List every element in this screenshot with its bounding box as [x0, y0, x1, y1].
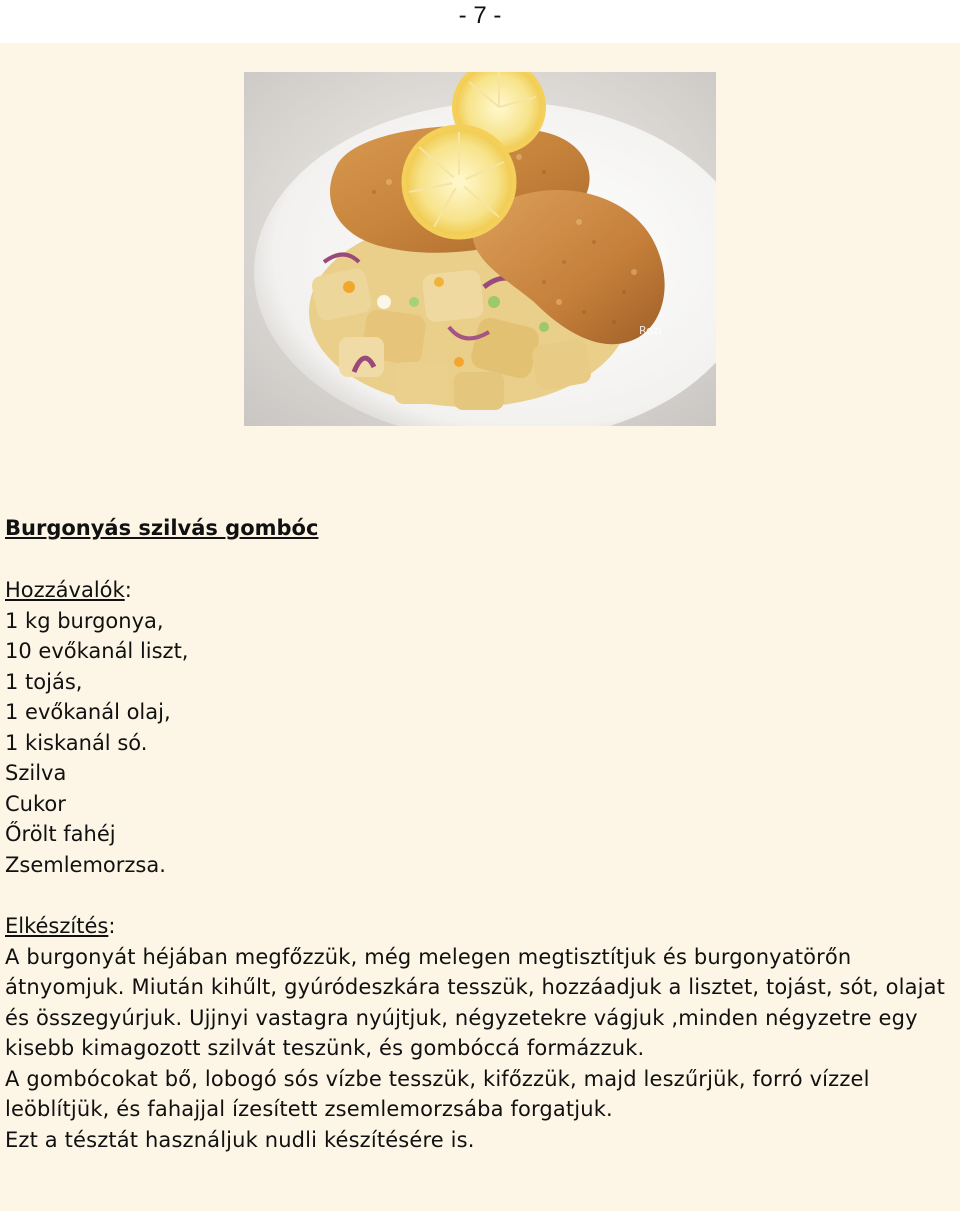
- recipe-page: [0, 43, 960, 1211]
- method-paragraph: Ezt a tésztát használjuk nudli készítésére is.: [5, 1127, 475, 1152]
- ingredients-heading-label: Hozzávalók: [5, 578, 125, 602]
- ingredient-item: 1 tojás,: [5, 669, 83, 694]
- ingredient-item: 1 evőkanál olaj,: [5, 700, 171, 724]
- food-photo: [244, 72, 716, 426]
- ingredient-item: Zsemlemorzsa.: [5, 852, 166, 877]
- page-number: - 7 -: [458, 2, 502, 29]
- ingredient-item: 1 kiskanál só.: [5, 730, 148, 755]
- ingredients-heading: Hozzávalók:: [5, 578, 132, 602]
- ingredients-section: [5, 575, 188, 880]
- ingredient-item: 10 evőkanál liszt,: [5, 639, 189, 663]
- method-section: [5, 911, 950, 1155]
- ingredient-item: 1 kg burgonya,: [5, 608, 164, 633]
- ingredient-item: Őrölt fahéj: [5, 822, 116, 846]
- method-heading-label: Elkészítés: [5, 914, 109, 938]
- recipe-title: Burgonyás szilvás gombóc: [5, 516, 319, 540]
- ingredient-item: Szilva: [5, 761, 67, 785]
- ingredient-item: Cukor: [5, 791, 66, 816]
- method-paragraph: A gombócokat bő, lobogó sós vízbe tesszük, kifőzzük, majd leszűrjük, forró vízzel leöblítjük, és fahajjal ízesített zsemlemorzsába forgatjuk.: [5, 1066, 870, 1121]
- method-paragraph: A burgonyát héjában megfőzzük, még melegen megtisztítjuk és burgonyatörőn átnyomjuk. Miután kihűlt, gyúródeszkára tesszük, hozzáadjuk a lisztet, tojást, sót, olajat és összegyúrjuk. Ujjnyi vastagra nyújtjuk, négyzetekre vágjuk ,minden négyzetre egy kisebb kimagozott szilvát teszünk, és gombóccá formázzuk.: [5, 944, 946, 1060]
- photo-watermark: Rozi: [639, 324, 662, 337]
- ingredients-list: [5, 606, 188, 881]
- method-heading: Elkészítés:: [5, 914, 116, 938]
